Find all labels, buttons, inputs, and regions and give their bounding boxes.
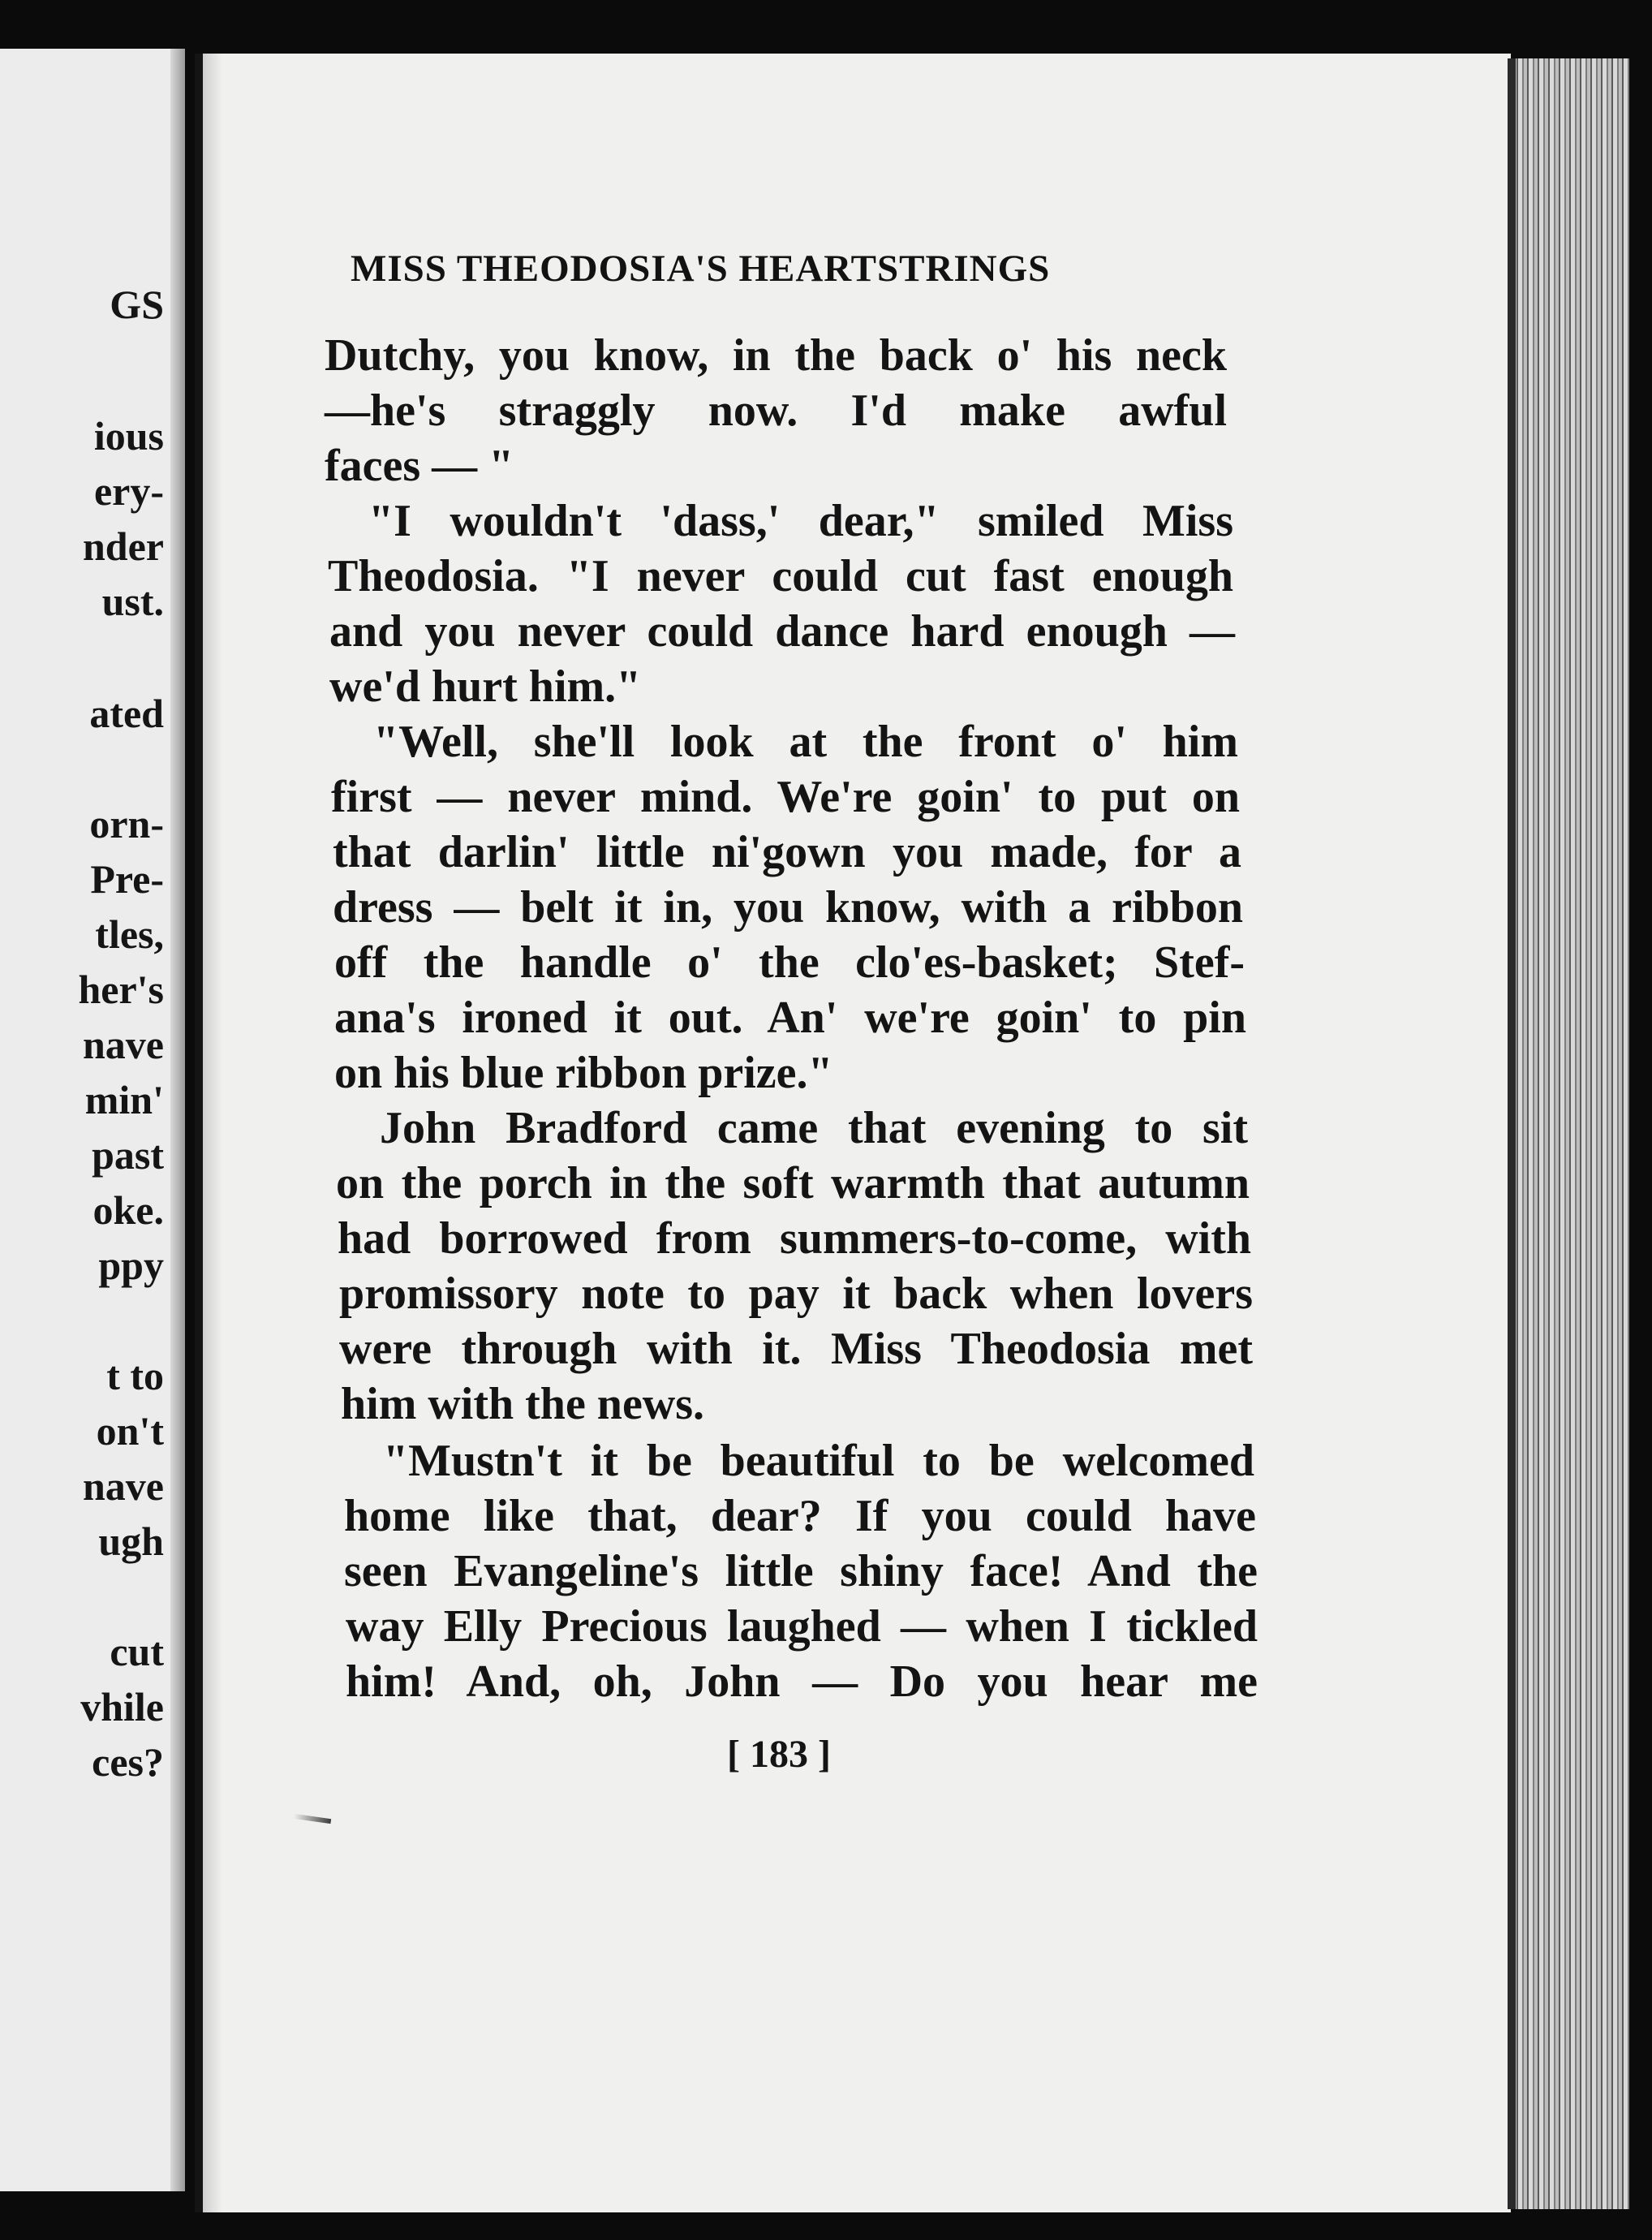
text-line: dress — belt it in, you know, with a ribbon <box>333 882 1243 933</box>
left-fragment: Pre- <box>90 856 164 902</box>
text-line: "Well, she'll look at the front o' him <box>373 717 1238 767</box>
text-line: off the handle o' the clo'es-basket; Stef- <box>334 937 1245 988</box>
left-fragment: vhile <box>80 1684 164 1730</box>
running-head: MISS THEODOSIA'S HEARTSTRINGS <box>351 248 1051 290</box>
text-line: "Mustn't it be beautiful to be welcomed <box>383 1436 1254 1486</box>
text-line: first — never mind. We're goin' to put on <box>331 772 1240 822</box>
left-fragment: oke. <box>92 1187 164 1233</box>
text-line: him with the news. <box>341 1379 705 1429</box>
left-fragment: nave <box>83 1463 164 1509</box>
left-fragment: ugh <box>98 1518 164 1564</box>
text-line: on the porch in the soft warmth that autumn <box>336 1158 1250 1208</box>
left-fragment: nave <box>83 1022 164 1067</box>
text-line: home like that, dear? If you could have <box>344 1491 1256 1541</box>
text-line: on his blue ribbon prize." <box>334 1048 833 1098</box>
text-line: had borrowed from summers-to-come, with <box>338 1213 1251 1264</box>
left-fragment: on't <box>96 1408 164 1454</box>
left-fragment: ces? <box>92 1739 164 1785</box>
left-fragment: tles, <box>95 911 164 957</box>
text-line: way Elly Precious laughed — when I tickled <box>346 1601 1258 1652</box>
left-fragment: ated <box>89 691 164 736</box>
text-line: were through with it. Miss Theodosia met <box>339 1324 1253 1374</box>
text-line: "I wouldn't 'dass,' dear," smiled Miss <box>368 496 1233 546</box>
left-fragment: her's <box>78 967 164 1012</box>
text-line: promissory note to pay it back when lovers <box>339 1269 1253 1319</box>
left-fragment: ious <box>93 413 164 459</box>
left-fragment: ppy <box>98 1243 164 1288</box>
text-line: Theodosia. "I never could cut fast enough <box>328 551 1233 601</box>
left-fragment: ust. <box>101 579 164 624</box>
text-line: ana's ironed it out. An' we're goin' to pin <box>334 993 1246 1043</box>
text-line: John Bradford came that evening to sit <box>380 1103 1248 1153</box>
text-line: faces — " <box>325 441 514 491</box>
page-number: [ 183 ] <box>727 1733 831 1776</box>
text-line: we'd hurt him." <box>329 661 642 712</box>
left-fragment: min' <box>84 1077 164 1122</box>
text-line: Dutchy, you know, in the back o' his neck <box>325 330 1227 381</box>
text-line: —he's straggly now. I'd make awful <box>325 386 1227 436</box>
left-fragment: nder <box>83 523 164 569</box>
text-line: and you never could dance hard enough — <box>329 606 1235 657</box>
text-line: him! And, oh, John — Do you hear me <box>346 1656 1258 1707</box>
left-fragment: orn- <box>89 801 164 846</box>
left-fragment: GS <box>110 282 164 327</box>
left-fragment: t to <box>106 1353 164 1398</box>
left-fragment: cut <box>110 1629 164 1674</box>
left-fragment: ery- <box>93 468 164 514</box>
text-line: seen Evangeline's little shiny face! And the <box>344 1546 1258 1596</box>
text-line: that darlin' little ni'gown you made, for a <box>333 827 1241 877</box>
left-fragment: past <box>92 1132 164 1178</box>
